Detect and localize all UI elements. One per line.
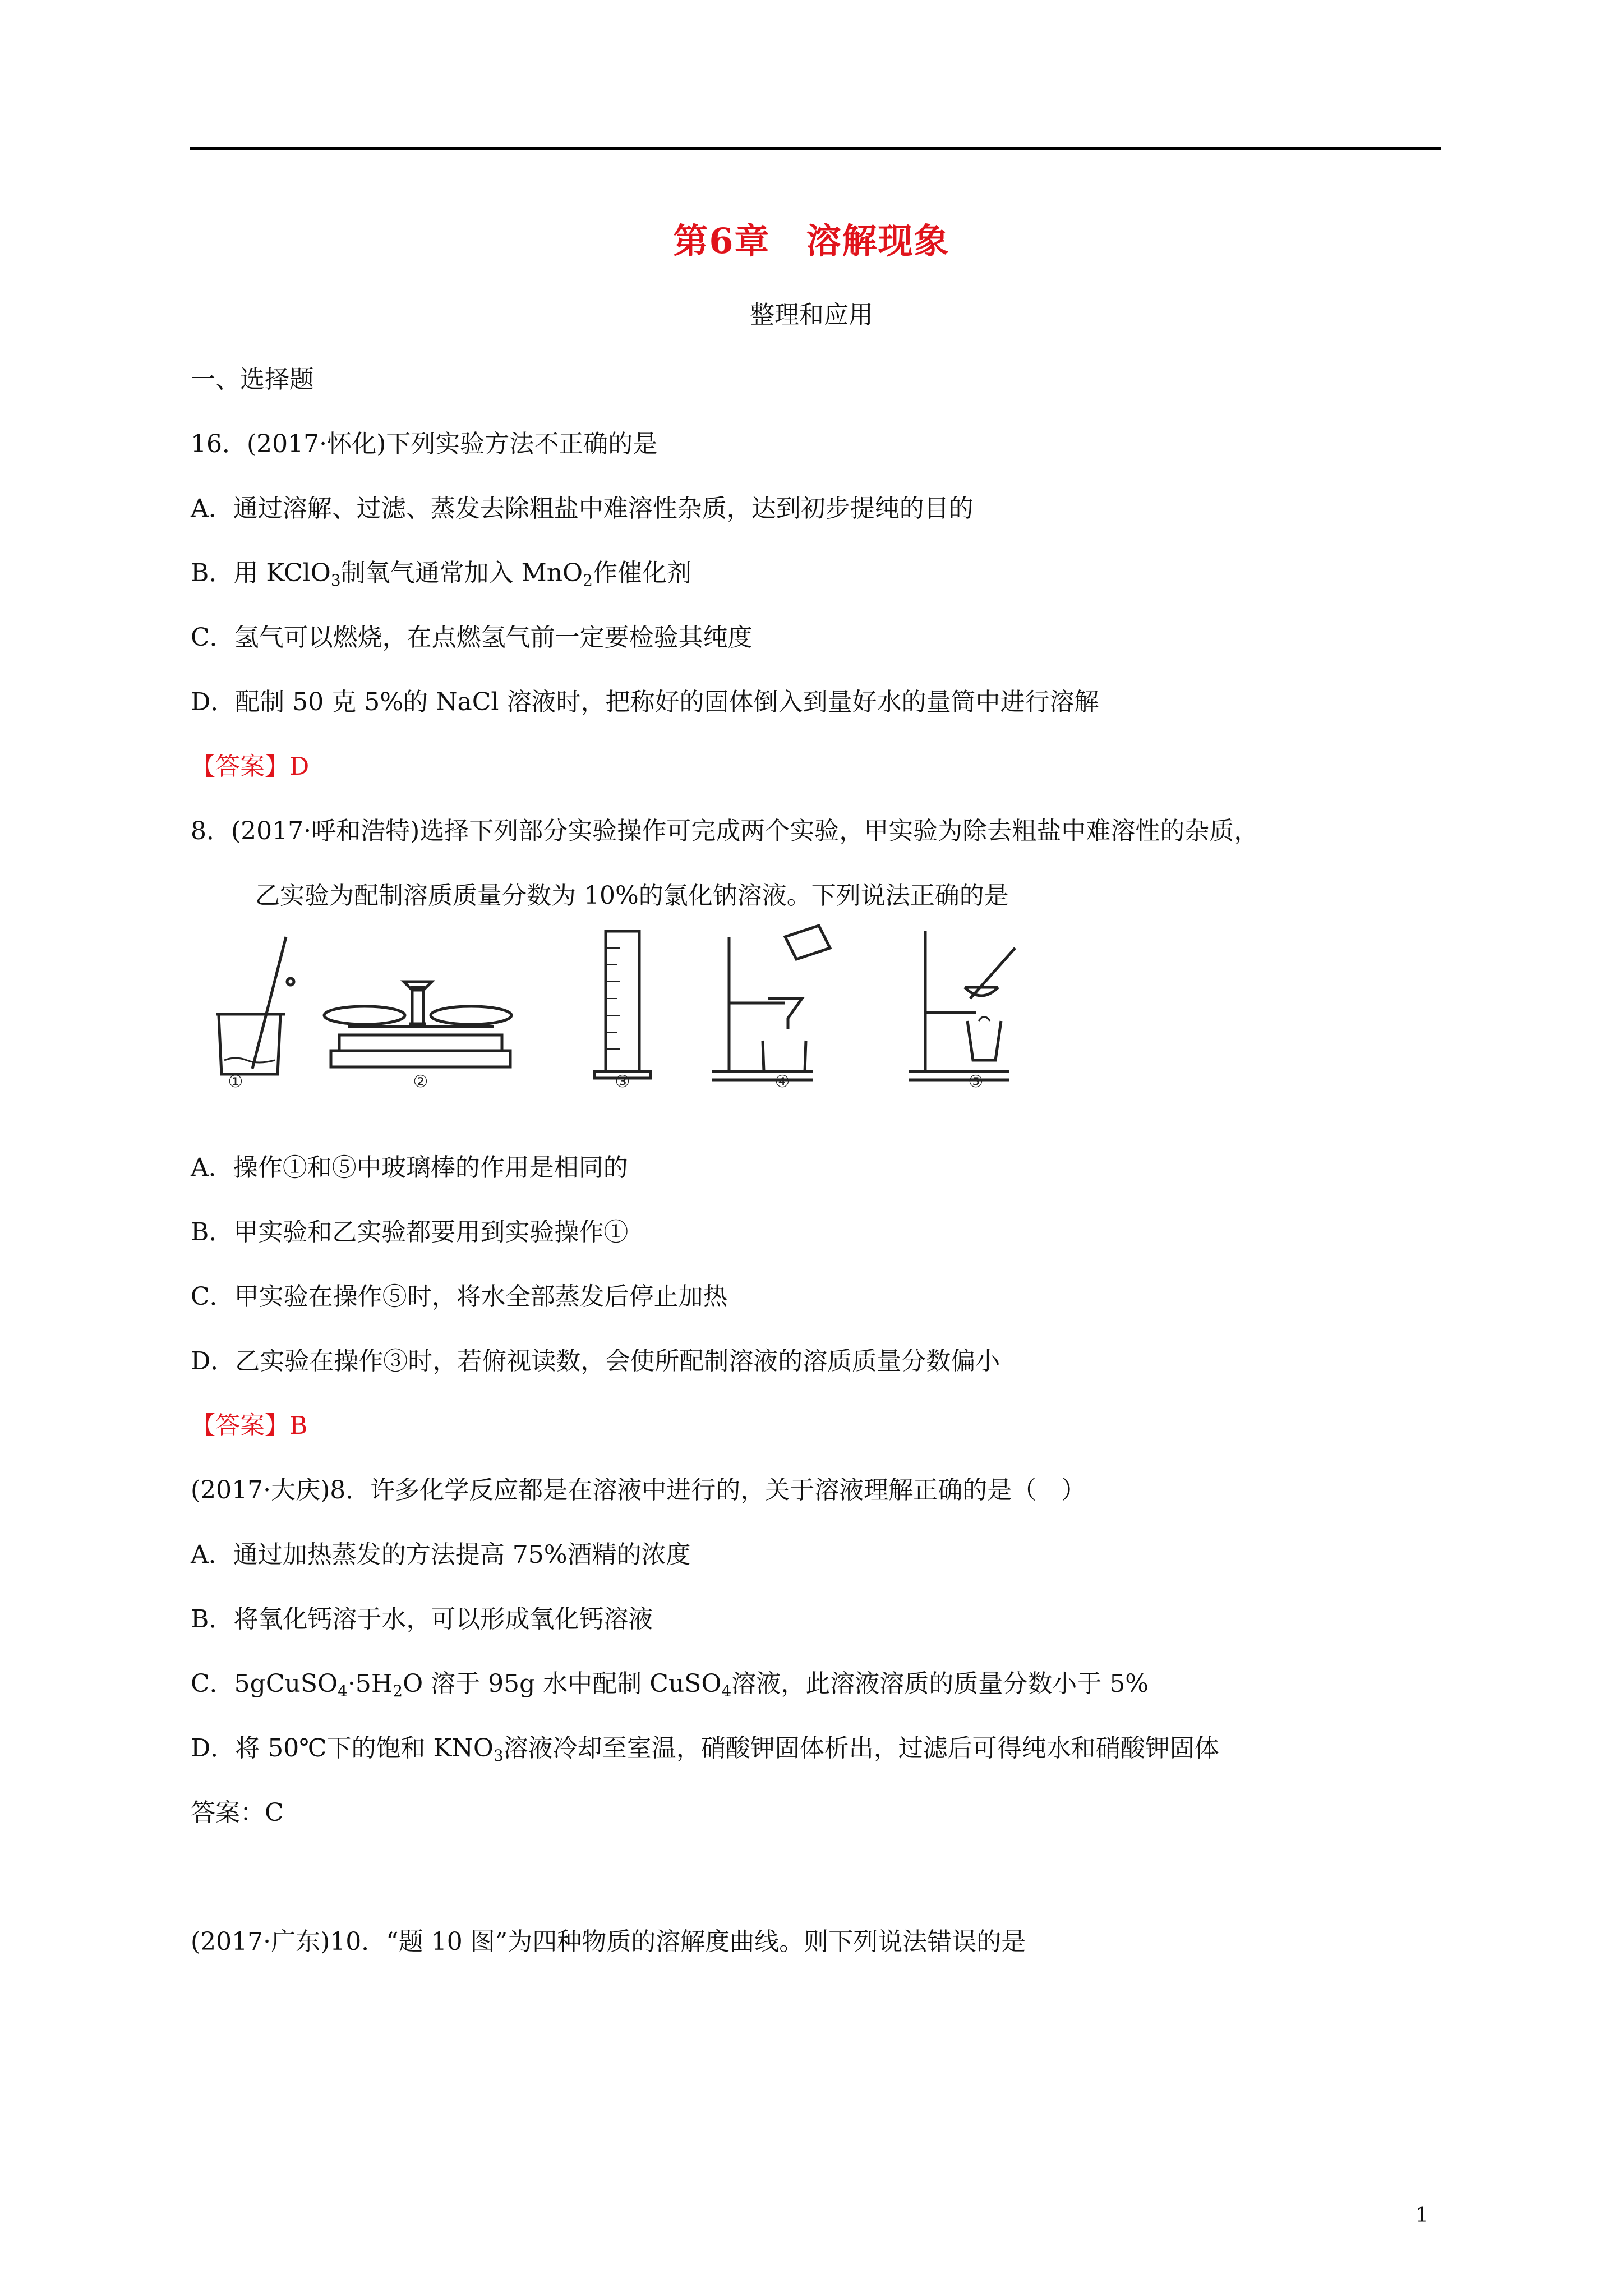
q1-option-d: D．配制 50 克 5%的 NaCl 溶液时，把称好的固体倒入到量好水的量筒中进行溶解: [191, 688, 1099, 716]
q3-option-a: A．通过加热蒸发的方法提高 75%酒精的浓度: [191, 1540, 691, 1569]
q2-option-b: B．甲实验和乙实验都要用到实验操作①: [191, 1218, 629, 1246]
q2-stem-line2: 乙实验为配制溶质质量分数为 10%的氯化钠溶液。下列说法正确的是: [255, 881, 1009, 910]
chapter-title: 第6章 溶解现象: [673, 220, 950, 261]
section-heading: 一、选择题: [191, 365, 314, 394]
q4-stem: (2017·广东)10．“题 10 图”为四种物质的溶解度曲线。则下列说法错误的是: [191, 1927, 1026, 1956]
beaker-with-rod-illustration: [216, 937, 294, 1074]
figure-label-3: ③: [615, 1072, 630, 1088]
q1-answer: 【答案】D: [191, 752, 310, 781]
figure-label-2: ②: [413, 1072, 428, 1088]
measuring-cylinder-illustration: [594, 931, 651, 1078]
q1-option-c: C．氢气可以燃烧，在点燃氢气前一定要检验其纯度: [191, 623, 753, 652]
q2-option-d: D．乙实验在操作③时，若俯视读数，会使所配制溶液的溶质质量分数偏小: [191, 1347, 1000, 1375]
q3-answer: 答案：C: [191, 1798, 284, 1827]
q1-stem: 16．(2017·怀化)下列实验方法不正确的是: [191, 430, 658, 458]
chapter-subtitle: 整理和应用: [750, 301, 873, 329]
figure-label-1: ①: [228, 1072, 243, 1088]
q2-answer: 【答案】B: [191, 1411, 308, 1440]
q3-stem: (2017·大庆)8．许多化学反应都是在溶液中进行的，关于溶液理解正确的是（ ）: [191, 1476, 1086, 1504]
balance-illustration: [324, 982, 511, 1067]
q2-stem-line1: 8．(2017·呼和浩特)选择下列部分实验操作可完成两个实验，甲实验为除去粗盐中难溶性的杂质，: [191, 817, 1259, 845]
q3-option-b: B．将氧化钙溶于水，可以形成氧化钙溶液: [191, 1605, 653, 1634]
figure-label-4: ④: [774, 1072, 790, 1088]
page-number: 1: [1415, 2204, 1428, 2227]
figure-label-5: ⑤: [968, 1072, 984, 1088]
q1-option-b: B．用 KClO$_3$制氧气通常加入 MnO$_2$作催化剂: [191, 559, 691, 590]
evaporation-setup-illustration: [909, 931, 1015, 1080]
q2-option-a: A．操作①和⑤中玻璃棒的作用是相同的: [191, 1153, 628, 1182]
q3-option-d: D．将 50℃下的饱和 $KNO_3$溶液冷却至室温，硝酸钾固体析出，过滤后可得纯水和硝酸钾固体: [191, 1734, 1219, 1765]
q1-option-a: A．通过溶解、过滤、蒸发去除粗盐中难溶性杂质，达到初步提纯的目的: [191, 494, 974, 523]
q3-option-c: C．$5gCuSO_4\cdot 5H_2O$ 溶于 95g 水中配制 CuSO$_4$溶液，此溶液溶质的质量分数小于 5%: [191, 1669, 1149, 1700]
lab-apparatus-figure: [191, 920, 1088, 1088]
q2-option-c: C．甲实验在操作⑤时，将水全部蒸发后停止加热: [191, 1282, 728, 1311]
filtration-setup-illustration: [712, 926, 830, 1080]
header-rule: [190, 147, 1441, 150]
